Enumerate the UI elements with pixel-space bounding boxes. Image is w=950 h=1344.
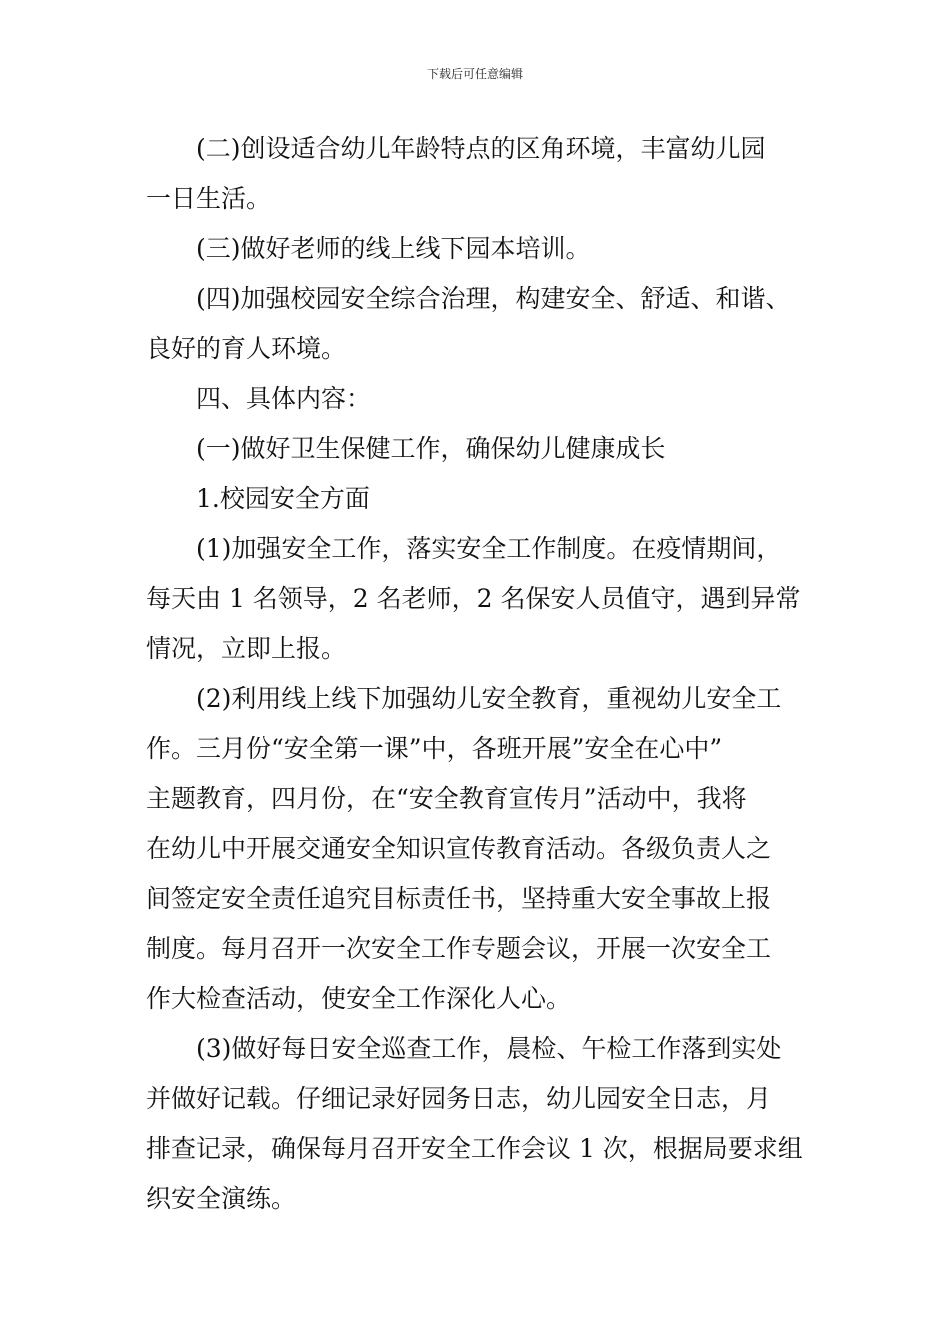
text-line: 一日生活。 (146, 184, 272, 213)
text-line: 作大检查活动，使安全工作深化人心。 (146, 984, 572, 1013)
text-line: 主题教育，四月份，在“安全教育宣传月”活动中，我将 (146, 784, 747, 813)
text-line: 作。三月份“安全第一课”中，各班开展”安全在心中” (146, 734, 723, 763)
section-heading: 四、具体内容： (196, 384, 372, 413)
text-line: (二)创设适合幼儿年龄特点的区角环境，丰富幼儿园 (196, 134, 766, 163)
text-line: 排查记录，确保每月召开安全工作会议 1 次，根据局要求组 (146, 1134, 803, 1163)
text-line: 良好的育人环境。 (146, 334, 347, 363)
text-line: 每天由 1 名领导，2 名老师，2 名保安人员值守，遇到异常 (146, 584, 801, 613)
subsection-heading: (一)做好卫生保健工作，确保幼儿健康成长 (196, 434, 666, 463)
subsection-heading: 1.校园安全方面 (196, 484, 370, 513)
text-line: 织安全演练。 (146, 1184, 297, 1213)
page-header: 下载后可任意编辑 (426, 67, 523, 81)
text-line: (1)加强安全工作，落实安全工作制度。在疫情期间， (196, 534, 782, 563)
text-line: 并做好记载。仔细记录好园务日志，幼儿园安全日志，月 (146, 1084, 772, 1113)
text-line: 间签定安全责任追究目标责任书，坚持重大安全事故上报 (146, 884, 772, 913)
text-line: (三)做好老师的线上线下园本培训。 (196, 234, 591, 263)
text-line: (2)利用线上线下加强幼儿安全教育，重视幼儿安全工 (196, 684, 782, 713)
text-line: 情况，立即上报。 (146, 634, 347, 663)
document-body (146, 124, 826, 1224)
text-line: 在幼儿中开展交通安全知识宣传教育活动。各级负责人之 (146, 834, 772, 863)
text-line: (3)做好每日安全巡查工作，晨检、午检工作落到实处 (196, 1034, 782, 1063)
text-line: (四)加强校园安全综合治理，构建安全、舒适、和谐、 (196, 284, 791, 313)
text-line: 制度。每月召开一次安全工作专题会议，开展一次安全工 (146, 934, 772, 963)
